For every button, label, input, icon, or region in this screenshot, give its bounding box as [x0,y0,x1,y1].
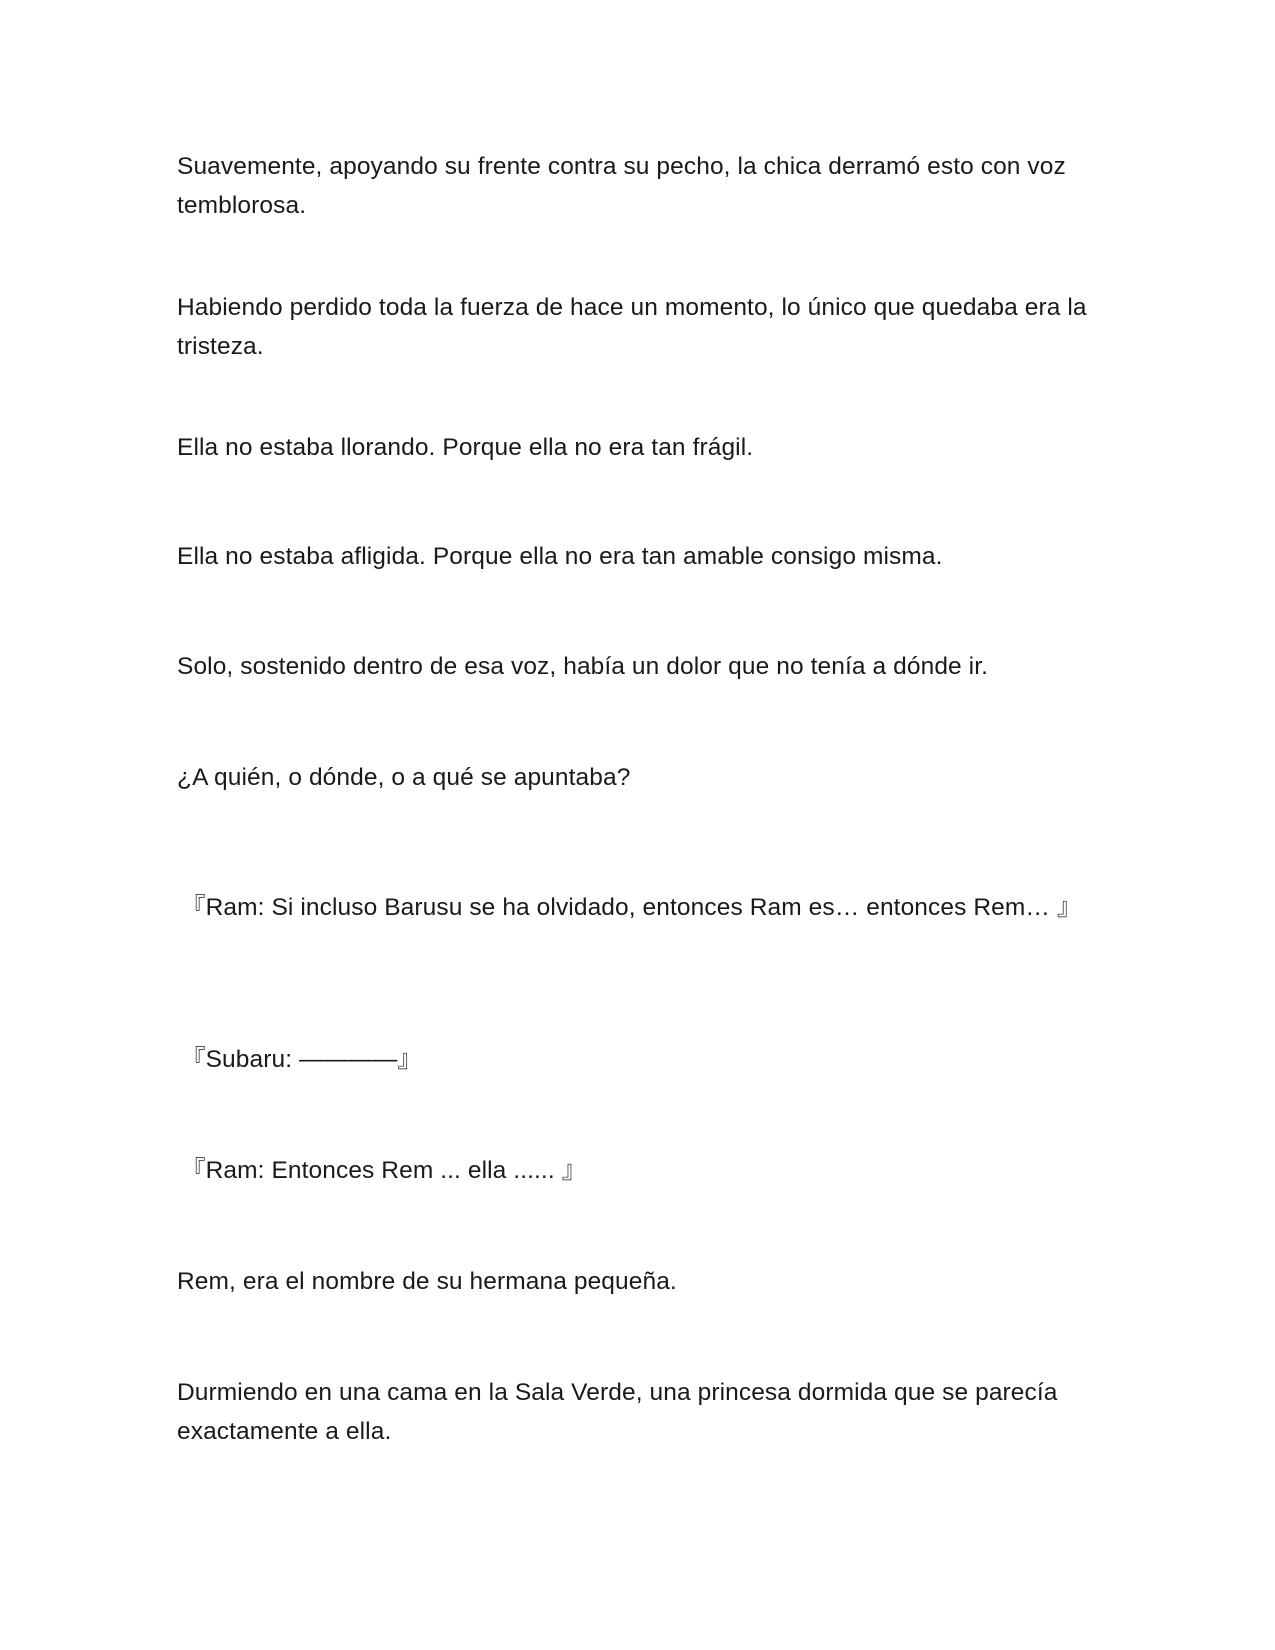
paragraph-2: Habiendo perdido toda la fuerza de hace un momento, lo único que quedaba era la tristeza. [177,294,1087,360]
paragraph-1: Suavemente, apoyando su frente contra su pecho, la chica derramó esto con voz temblorosa. [177,153,1066,219]
paragraph-6: ¿A quién, o dónde, o a qué se apuntaba? [177,764,631,791]
paragraph-5: Solo, sostenido dentro de esa voz, había un dolor que no tenía a dónde ir. [177,653,989,680]
paragraph-3: Ella no estaba llorando. Porque ella no era tan frágil. [177,434,754,461]
dialog-subaru: 『Subaru: ————』 [181,1046,423,1073]
paragraph-10: Rem, era el nombre de su hermana pequeña. [177,1268,677,1295]
dialog-ram-1: 『Ram: Si incluso Barusu se ha olvidado, entonces Ram es… entonces Rem… 』 [181,894,1082,921]
paragraph-4: Ella no estaba afligida. Porque ella no era tan amable consigo misma. [177,543,943,570]
dialog-ram-2: 『Ram: Entonces Rem ... ella ...... 』 [181,1157,587,1184]
paragraph-11: Durmiendo en una cama en la Sala Verde, una princesa dormida que se parecía exactamente a ella. [177,1379,1058,1445]
